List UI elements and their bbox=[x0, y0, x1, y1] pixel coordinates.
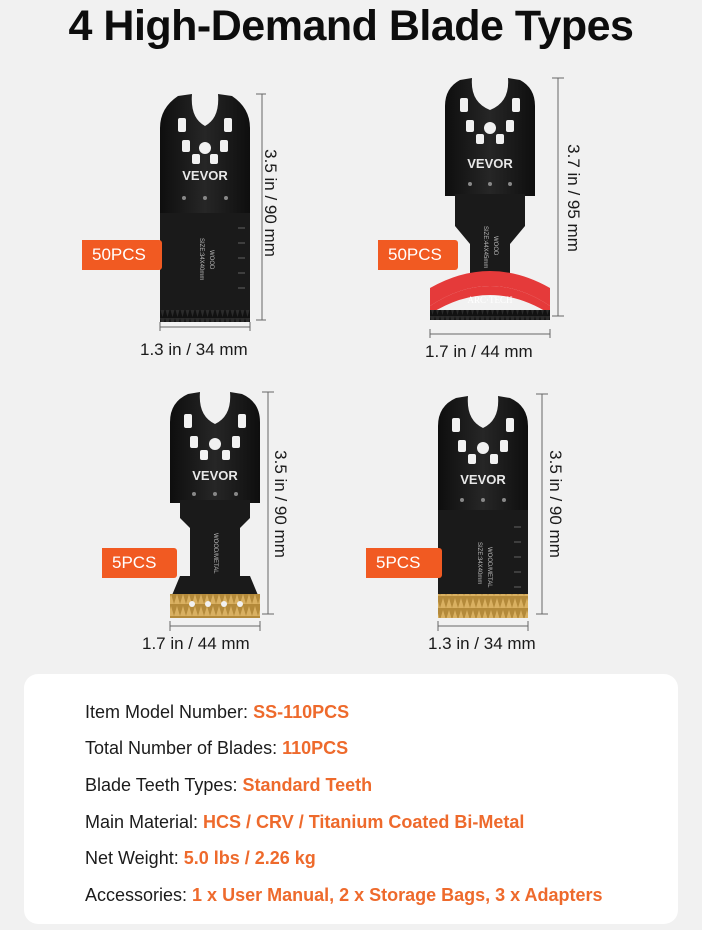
spec-label: Accessories: bbox=[85, 885, 193, 905]
spec-value: HCS / CRV / Titanium Coated Bi-Metal bbox=[203, 812, 525, 832]
blade-coating-text-2: ARC·TECH bbox=[467, 295, 513, 305]
spec-main-material bbox=[85, 812, 524, 833]
blade-material-text-1: WOOD bbox=[208, 250, 214, 270]
spec-label: Blade Teeth Types: bbox=[85, 775, 243, 795]
spec-model-number bbox=[85, 702, 349, 723]
spec-value: Standard Teeth bbox=[242, 775, 373, 795]
spec-label: Net Weight: bbox=[85, 848, 184, 868]
quantity-badge-3: 5PCS bbox=[102, 548, 177, 578]
spec-value: 110PCS bbox=[282, 738, 349, 758]
dimension-lines-4 bbox=[428, 392, 553, 637]
blade-brand-2: VEVOR bbox=[467, 156, 513, 171]
spec-total-blades bbox=[85, 738, 348, 759]
width-label-4: 1.3 in / 34 mm bbox=[428, 634, 536, 653]
width-label-1: 1.3 in / 34 mm bbox=[140, 340, 248, 359]
width-label-2: 1.7 in / 44 mm bbox=[425, 342, 533, 361]
spec-label: Item Model Number: bbox=[85, 702, 254, 722]
height-label-3: 3.5 in / 90 mm bbox=[271, 450, 290, 558]
blade-size-text-4: SIZE:34X40mm bbox=[476, 542, 482, 585]
dimension-lines-3 bbox=[150, 388, 280, 638]
spec-label: Total Number of Blades: bbox=[85, 738, 283, 758]
spec-accessories bbox=[85, 885, 603, 906]
quantity-badge-4: 5PCS bbox=[366, 548, 442, 578]
spec-value: 1 x User Manual, 2 x Storage Bags, 3 x Adapters bbox=[192, 885, 603, 905]
blade-size-text-2: SIZE:44X45mm bbox=[482, 226, 488, 269]
spec-teeth-types bbox=[85, 775, 372, 796]
blade-brand-3: VEVOR bbox=[192, 468, 238, 483]
width-label-3: 1.7 in / 44 mm bbox=[142, 634, 250, 653]
spec-net-weight bbox=[85, 848, 316, 869]
height-label-2: 3.7 in / 95 mm bbox=[564, 144, 583, 252]
page-title: 4 High-Demand Blade Types bbox=[68, 2, 634, 50]
spec-value: 5.0 lbs / 2.26 kg bbox=[183, 848, 316, 868]
blade-brand-4: VEVOR bbox=[460, 472, 506, 487]
blade-material-text-3: WOOD/METAL bbox=[212, 533, 218, 574]
height-label-4: 3.5 in / 90 mm bbox=[546, 450, 565, 558]
height-label-1: 3.5 in / 90 mm bbox=[261, 149, 280, 257]
dimension-lines-1 bbox=[150, 92, 270, 332]
spec-label: Main Material: bbox=[85, 812, 204, 832]
blade-brand-1: VEVOR bbox=[182, 168, 228, 183]
blade-material-text-4: WOOD/METAL bbox=[486, 547, 492, 588]
spec-value: SS-110PCS bbox=[253, 702, 350, 722]
blade-material-text-2: WOOD bbox=[492, 236, 498, 256]
quantity-badge-2: 50PCS bbox=[378, 240, 458, 270]
dimension-lines-2 bbox=[420, 76, 570, 340]
quantity-badge-1: 50PCS bbox=[82, 240, 162, 270]
blade-size-text-1: SIZE:34X40mm bbox=[198, 238, 204, 281]
